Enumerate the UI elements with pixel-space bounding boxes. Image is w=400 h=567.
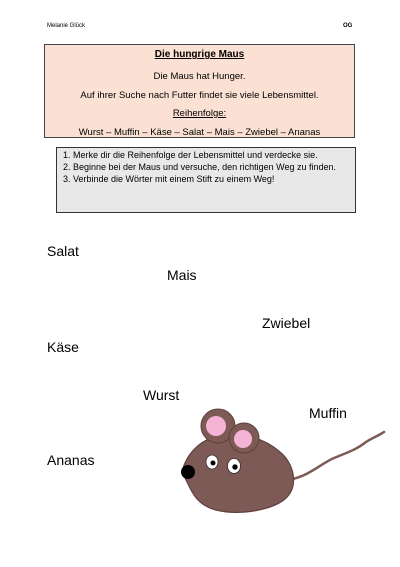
intro-box (44, 44, 355, 138)
word-kaese: Käse (47, 339, 79, 355)
mouse-ear-left-inner (206, 416, 226, 436)
worksheet-title: Die hungrige Maus (154, 49, 245, 60)
word-zwiebel: Zwiebel (262, 315, 311, 331)
food-order: Wurst – Muffin – Käse – Salat – Mais – Zwiebel – Ananas (78, 127, 321, 138)
word-mais: Mais (167, 267, 197, 283)
word-salat: Salat (47, 243, 79, 259)
instruction-step: 1. Merke dir die Reihenfolge der Lebensmittel und verdecke sie. (73, 149, 349, 161)
word-ananas: Ananas (47, 452, 95, 468)
instruction-step: 3. Verbinde die Wörter mit einem Stift zu einem Weg! (73, 173, 349, 185)
intro-line-hunger: Die Maus hat Hunger. (153, 71, 246, 82)
instructions-box (56, 147, 356, 213)
instruction-step: 2. Beginne bei der Maus und versuche, den richtigen Weg zu finden. (73, 161, 349, 173)
header-author: Melanie Glück (47, 23, 86, 29)
mouse-icon (170, 398, 390, 518)
mouse-ear-right-inner (234, 430, 252, 448)
mouse-tail (288, 432, 384, 480)
intro-line-search: Auf ihrer Suche nach Futter findet sie viele Lebensmittel. (80, 90, 319, 101)
word-wurst: Wurst (143, 387, 180, 403)
header-code: OG (343, 23, 353, 29)
word-muffin: Muffin (309, 405, 347, 421)
mouse-nose (181, 465, 195, 479)
instructions-list (57, 149, 349, 185)
order-label: Reihenfolge: (172, 108, 227, 119)
